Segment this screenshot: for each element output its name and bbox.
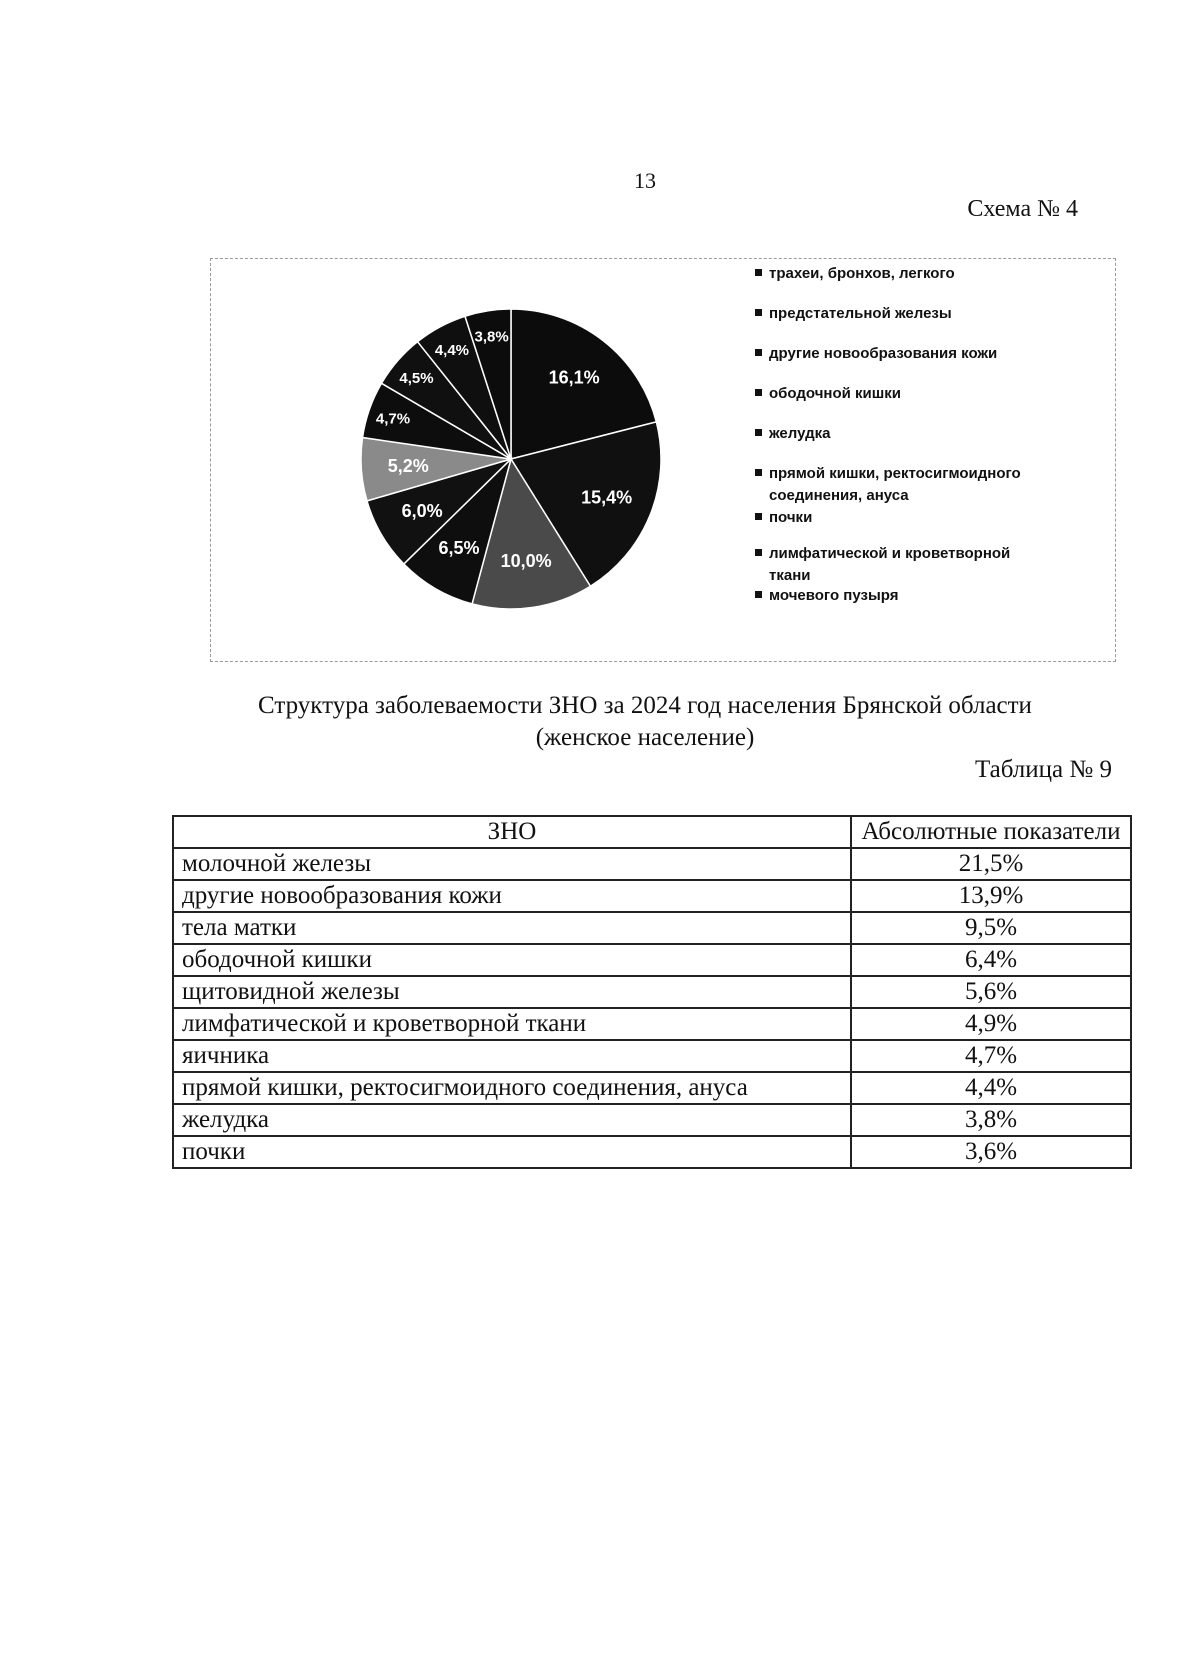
legend-label: ткани: [769, 567, 811, 585]
legend-label: ободочной кишки: [769, 385, 901, 403]
row-value: 9,5%: [851, 912, 1131, 944]
legend-marker-icon: [755, 549, 762, 556]
legend-marker-icon: [755, 591, 762, 598]
legend-label: трахеи, бронхов, легкого: [769, 265, 955, 283]
caption-line-2: (женское население): [535, 724, 755, 751]
legend-item: [755, 423, 1105, 445]
table-row: [173, 1104, 1131, 1136]
legend-item: [755, 383, 1105, 405]
row-value: 4,7%: [851, 1040, 1131, 1072]
legend-marker-icon: [755, 513, 762, 520]
pie-data-label: 4,4%: [434, 341, 470, 359]
table-row: [173, 1136, 1131, 1168]
legend-item: [755, 507, 1105, 529]
row-value: 21,5%: [851, 848, 1131, 880]
legend-label: лимфатической и кроветворной: [769, 545, 1011, 563]
header-absolute: Абсолютные показатели: [851, 816, 1131, 848]
table-caption: [0, 690, 1200, 754]
row-name: другие новообразования кожи: [173, 880, 851, 912]
row-name: почки: [173, 1136, 851, 1168]
row-value: 4,4%: [851, 1072, 1131, 1104]
row-name: молочной железы: [173, 848, 851, 880]
data-table: [172, 815, 1132, 1169]
pie-data-label: 4,5%: [399, 370, 434, 388]
pie-data-label: 10,0%: [500, 550, 552, 571]
row-name: прямой кишки, ректосигмоидного соединения, ануса: [173, 1072, 851, 1104]
pie-data-label: 3,8%: [474, 328, 509, 346]
legend-marker-icon: [755, 429, 762, 436]
page-number: 13: [634, 168, 656, 193]
row-name: тела матки: [173, 912, 851, 944]
row-name: желудка: [173, 1104, 851, 1136]
row-name: ободочной кишки: [173, 944, 851, 976]
pie-data-label: 6,5%: [438, 537, 480, 558]
pie-data-label: 6,0%: [401, 500, 443, 521]
table-row: [173, 912, 1131, 944]
legend-item: [755, 343, 1105, 365]
table-row: [173, 848, 1131, 880]
row-value: 3,6%: [851, 1136, 1131, 1168]
legend-label: соединения, ануса: [769, 487, 909, 505]
pie-data-label: 4,7%: [375, 410, 411, 428]
legend-label: предстательной железы: [769, 305, 952, 323]
row-value: 5,6%: [851, 976, 1131, 1008]
row-value: 3,8%: [851, 1104, 1131, 1136]
table-row: [173, 1008, 1131, 1040]
legend-item: [755, 543, 1105, 587]
legend-label: почки: [769, 509, 813, 527]
legend-label: мочевого пузыря: [769, 587, 899, 605]
table-label: Таблица № 9: [974, 756, 1112, 783]
legend-marker-icon: [755, 309, 762, 316]
header-zno: ЗНО: [173, 816, 851, 848]
row-value: 4,9%: [851, 1008, 1131, 1040]
row-name: щитовидной железы: [173, 976, 851, 1008]
legend-label: другие новообразования кожи: [769, 345, 998, 363]
table-row: [173, 880, 1131, 912]
legend-marker-icon: [755, 389, 762, 396]
row-name: лимфатической и кроветворной ткани: [173, 1008, 851, 1040]
pie-data-label: 15,4%: [581, 487, 633, 508]
table-header-row: [173, 816, 1131, 848]
legend-label: прямой кишки, ректосигмоидного: [769, 465, 1021, 483]
table-row: [173, 944, 1131, 976]
legend-marker-icon: [755, 349, 762, 356]
row-value: 6,4%: [851, 944, 1131, 976]
pie-data-label: 16,1%: [548, 367, 600, 388]
caption-line-1: Структура заболеваемости ЗНО за 2024 год населения Брянской области: [258, 692, 1032, 719]
pie-chart: [210, 258, 1116, 662]
table-row: [173, 976, 1131, 1008]
row-value: 13,9%: [851, 880, 1131, 912]
schema-label: Схема № 4: [967, 196, 1078, 222]
legend-item: [755, 463, 1105, 507]
pie-data-label: 5,2%: [387, 456, 429, 477]
legend-label: желудка: [769, 425, 831, 443]
legend-marker-icon: [755, 269, 762, 276]
table-row: [173, 1072, 1131, 1104]
table-row: [173, 1040, 1131, 1072]
legend-item: [755, 585, 1105, 607]
legend-item: [755, 303, 1105, 325]
legend-item: [755, 263, 1105, 285]
legend-marker-icon: [755, 469, 762, 476]
row-name: яичника: [173, 1040, 851, 1072]
